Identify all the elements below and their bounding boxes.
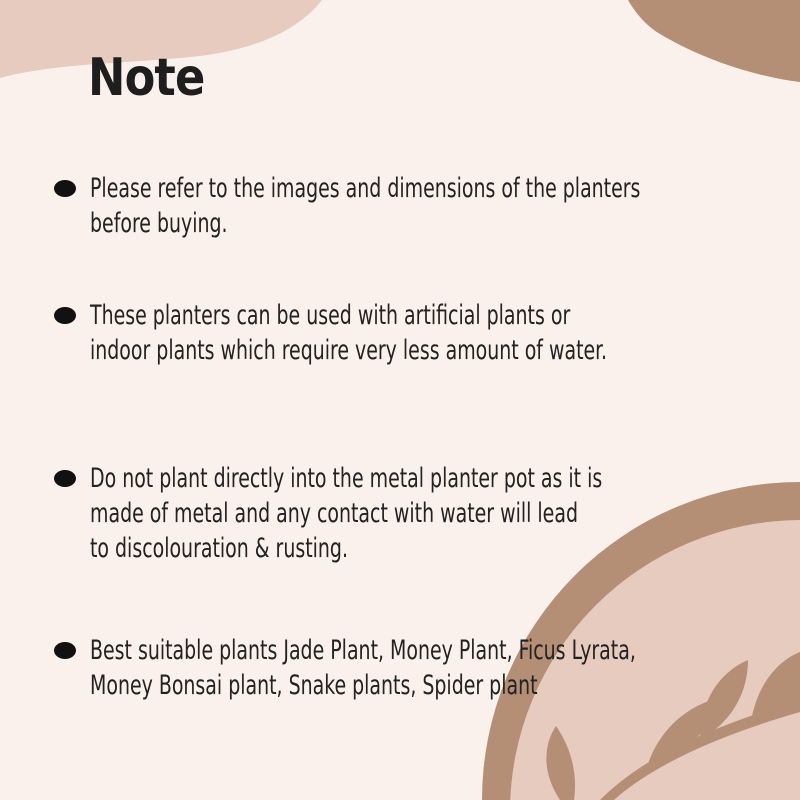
note-line: Do not plant directly into the metal planter pot as it is bbox=[90, 463, 603, 494]
note-line: indoor plants which require very less amount of water. bbox=[90, 335, 608, 366]
page-title: Note bbox=[88, 48, 205, 108]
note-item-suitable-plants bbox=[90, 633, 636, 703]
note-line: to discolouration & rusting. bbox=[90, 533, 348, 564]
top-right-blob bbox=[628, 0, 800, 82]
bullet-icon bbox=[54, 307, 76, 324]
note-line: before buying. bbox=[90, 208, 228, 239]
bullet-icon bbox=[54, 470, 76, 487]
note-line: Best suitable plants Jade Plant, Money Plant, Ficus Lyrata, bbox=[90, 635, 636, 666]
note-item-refer-images bbox=[90, 171, 640, 241]
note-item-artificial-plants bbox=[90, 298, 607, 368]
bullet-icon bbox=[54, 642, 76, 659]
note-line: Please refer to the images and dimensions of the planters bbox=[90, 173, 641, 204]
bullet-icon bbox=[54, 180, 76, 197]
note-line: made of metal and any contact with water will lead bbox=[90, 498, 578, 529]
note-line: Money Bonsai plant, Snake plants, Spider plant bbox=[90, 670, 538, 701]
note-line: These planters can be used with artificial plants or bbox=[90, 300, 571, 331]
note-item-metal-warning bbox=[90, 461, 602, 566]
